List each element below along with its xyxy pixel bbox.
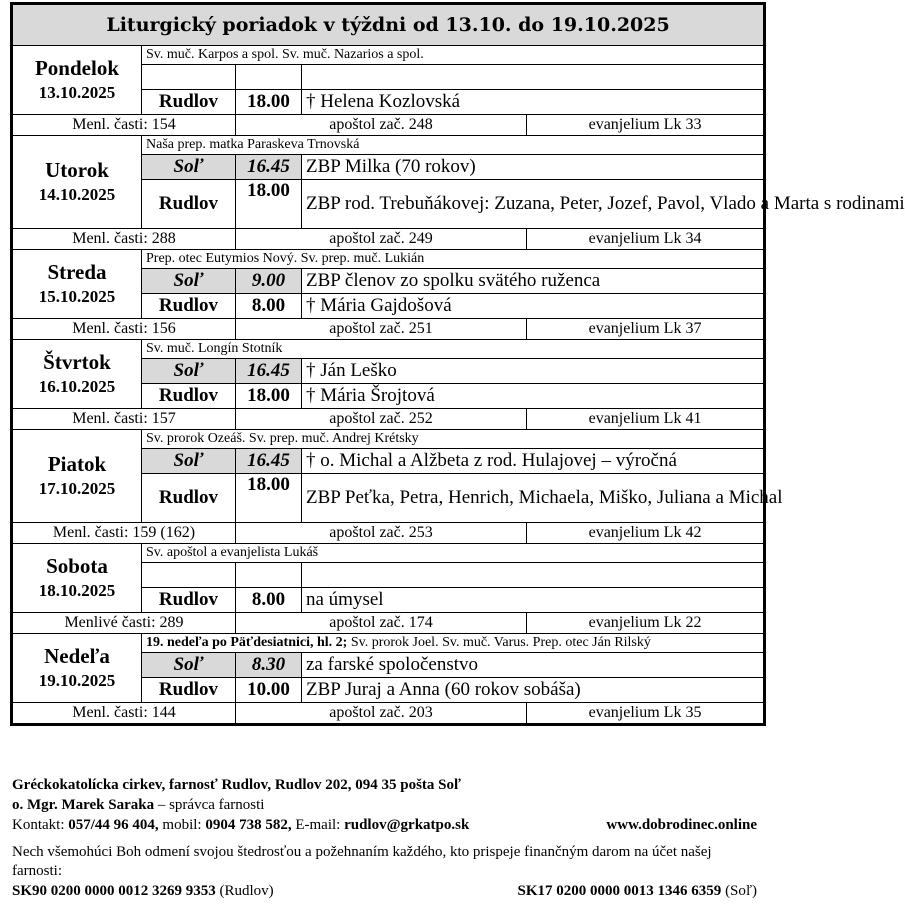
day-name: Nedeľa — [44, 644, 110, 668]
day-feast-row — [12, 46, 765, 65]
evanjelium-reading: evanjelium Lk 42 — [527, 523, 765, 544]
menlive-casti: Menl. časti: 144 — [12, 703, 236, 725]
account-rudlov-iban: SK90 0200 0000 0012 3269 9353 — [12, 883, 216, 899]
feast-text: Sv. prorok Ozeáš. Sv. prep. muč. Andrej Krétsky — [146, 431, 419, 446]
day-name: Streda — [47, 260, 107, 284]
mass-place: Rudlov — [142, 294, 236, 319]
evanjelium-reading: evanjelium Lk 37 — [527, 319, 765, 340]
mass-place: Rudlov — [142, 384, 236, 409]
mobile-number[interactable]: 0904 738 582, — [205, 817, 292, 833]
account-sol — [518, 881, 757, 901]
website-link[interactable]: www.dobrodinec.online — [606, 817, 757, 833]
mass-time: 8.00 — [236, 588, 302, 613]
day-feast-row — [12, 250, 765, 269]
apostol-reading: apoštol zač. 249 — [236, 229, 527, 250]
feast-of-day — [142, 46, 765, 65]
day-label-cell — [12, 46, 142, 115]
day-feast-row — [12, 634, 765, 653]
day-feast-row — [12, 136, 765, 155]
mass-place: Soľ — [142, 653, 236, 678]
apostol-reading: apoštol zač. 203 — [236, 703, 527, 725]
feast-text: Sv. muč. Karpos a spol. Sv. muč. Nazarios a spol. — [146, 47, 424, 62]
mass-intention: ZBP rod. Trebuňákovej: Zuzana, Peter, Jozef, Pavol, Vlado a Marta s rodinami — [302, 180, 765, 229]
contact-info — [12, 815, 469, 835]
mass-intention: na úmysel — [302, 588, 765, 613]
readings-row — [12, 409, 765, 430]
mass-intention: † Mária Šrojtová — [302, 384, 765, 409]
day-date: 15.10.2025 — [38, 287, 116, 306]
mass-place: Soľ — [142, 269, 236, 294]
day-name: Sobota — [46, 554, 108, 578]
day-label-cell — [12, 544, 142, 613]
mass-intention: za farské spoločenstvo — [302, 653, 765, 678]
day-label-cell — [12, 136, 142, 229]
liturgical-schedule-table — [10, 2, 905, 726]
mass-time: 8.30 — [236, 653, 302, 678]
mass-place: Rudlov — [142, 90, 236, 115]
readings-row — [12, 319, 765, 340]
menlive-casti: Menl. časti: 288 — [12, 229, 236, 250]
parish-address: Gréckokatolícka cirkev, farnosť Rudlov, Rudlov 202, 094 35 pošta Soľ — [12, 777, 462, 793]
priest-line — [12, 795, 757, 815]
menlive-casti: Menlivé časti: 289 — [12, 613, 236, 634]
day-label-cell — [12, 250, 142, 319]
parish-footer — [12, 775, 757, 901]
evanjelium-reading: evanjelium Lk 33 — [527, 115, 765, 136]
feast-of-day — [142, 544, 765, 563]
day-date: 14.10.2025 — [38, 185, 116, 204]
account-rudlov — [12, 881, 274, 901]
mass-place — [142, 563, 236, 588]
day-date: 19.10.2025 — [38, 671, 116, 690]
mass-intention: † Mária Gajdošová — [302, 294, 765, 319]
mass-place: Soľ — [142, 359, 236, 384]
bank-accounts — [12, 881, 757, 901]
day-label-cell — [12, 430, 142, 523]
mass-intention — [302, 65, 765, 90]
mass-place: Soľ — [142, 449, 236, 474]
day-name: Piatok — [47, 452, 107, 476]
menlive-casti: Menl. časti: 159 (162) — [12, 523, 236, 544]
apostol-reading: apoštol zač. 251 — [236, 319, 527, 340]
mass-time: 16.45 — [236, 449, 302, 474]
evanjelium-reading: evanjelium Lk 41 — [527, 409, 765, 430]
apostol-reading: apoštol zač. 248 — [236, 115, 527, 136]
mass-intention: † Helena Kozlovská — [302, 90, 765, 115]
mass-place — [142, 65, 236, 90]
mass-time: 16.45 — [236, 155, 302, 180]
contact-line — [12, 815, 757, 835]
apostol-reading: apoštol zač. 252 — [236, 409, 527, 430]
priest-name: o. Mgr. Marek Saraka — [12, 797, 155, 813]
donation-text: Nech všemohúci Boh odmení svojou štedrosťou a požehnaním každého, kto prispeje finančným darom na účet našej farnosti: — [12, 844, 712, 879]
mobile-label: mobil: — [158, 817, 206, 833]
mass-time: 9.00 — [236, 269, 302, 294]
feast-bold: 19. nedeľa po Päťdesiatnici, hl. 2; — [146, 635, 348, 650]
feast-text: Sv. muč. Longín Stotník — [146, 341, 283, 356]
mass-time: 8.00 — [236, 294, 302, 319]
mass-intention — [302, 563, 765, 588]
day-name: Utorok — [45, 158, 109, 182]
schedule-title: Liturgický poriadok v týždni od 13.10. do 19.10.2025 — [12, 4, 765, 46]
feast-of-day — [142, 430, 765, 449]
schedule-sheet — [10, 2, 905, 726]
feast-of-day — [142, 634, 765, 653]
mass-place: Rudlov — [142, 180, 236, 229]
evanjelium-reading: evanjelium Lk 34 — [527, 229, 765, 250]
evanjelium-reading: evanjelium Lk 35 — [527, 703, 765, 725]
feast-of-day — [142, 340, 765, 359]
readings-row — [12, 229, 765, 250]
apostol-reading: apoštol zač. 253 — [236, 523, 527, 544]
mass-place: Rudlov — [142, 474, 236, 523]
mass-time — [236, 563, 302, 588]
day-feast-row — [12, 544, 765, 563]
feast-text: Prep. otec Eutymios Nový. Sv. prep. muč. Lukián — [146, 251, 425, 266]
day-label-cell — [12, 634, 142, 703]
readings-row — [12, 115, 765, 136]
mass-time — [236, 65, 302, 90]
mass-place: Rudlov — [142, 678, 236, 703]
feast-of-day — [142, 250, 765, 269]
mass-time: 18.00 — [236, 474, 302, 523]
day-label-cell — [12, 340, 142, 409]
evanjelium-reading: evanjelium Lk 22 — [527, 613, 765, 634]
phone-number[interactable]: 057/44 96 404, — [68, 817, 159, 833]
day-name: Pondelok — [34, 56, 120, 80]
feast-text: Naša prep. matka Paraskeva Trnovská — [146, 137, 360, 152]
mass-intention: ZBP Juraj a Anna (60 rokov sobáša) — [302, 678, 765, 703]
email-label: E-mail: — [291, 817, 345, 833]
day-date: 16.10.2025 — [38, 377, 116, 396]
day-feast-row — [12, 430, 765, 449]
mass-time: 10.00 — [236, 678, 302, 703]
apostol-reading: apoštol zač. 174 — [236, 613, 527, 634]
menlive-casti: Menl. časti: 154 — [12, 115, 236, 136]
feast-of-day — [142, 136, 765, 155]
mass-intention: † Ján Leško — [302, 359, 765, 384]
mass-place: Rudlov — [142, 588, 236, 613]
menlive-casti: Menl. časti: 156 — [12, 319, 236, 340]
menlive-casti: Menl. časti: 157 — [12, 409, 236, 430]
title-row — [12, 4, 765, 46]
mass-intention: ZBP Milka (70 rokov) — [302, 155, 765, 180]
feast-text: Sv. prorok Joel. Sv. muč. Varus. Prep. otec Ján Rilský — [347, 635, 651, 650]
mass-intention: ZBP Peťka, Petra, Henrich, Michaela, Miško, Juliana a Michal — [302, 474, 765, 523]
readings-row — [12, 613, 765, 634]
day-date: 17.10.2025 — [38, 479, 116, 498]
priest-role: – správca farnosti — [154, 797, 265, 813]
readings-row — [12, 523, 765, 544]
readings-row — [12, 703, 765, 725]
day-name: Štvrtok — [43, 350, 111, 374]
mass-time: 18.00 — [236, 90, 302, 115]
feast-text: Sv. apoštol a evanjelista Lukáš — [146, 545, 319, 560]
mass-time: 18.00 — [236, 384, 302, 409]
account-sol-iban: SK17 0200 0000 0013 1346 6359 — [517, 883, 722, 899]
contact-label: Kontakt: — [12, 817, 69, 833]
mass-intention: ZBP členov zo spolku svätého ruženca — [302, 269, 765, 294]
mass-time: 16.45 — [236, 359, 302, 384]
mass-place: Soľ — [142, 155, 236, 180]
day-feast-row — [12, 340, 765, 359]
mass-intention: † o. Michal a Alžbeta z rod. Hulajovej – výročná — [302, 449, 765, 474]
account-sol-label: (Soľ) — [721, 883, 757, 899]
email-link[interactable]: rudlov@grkatpo.sk — [344, 817, 470, 833]
account-rudlov-label: (Rudlov) — [215, 883, 274, 899]
day-date: 18.10.2025 — [38, 581, 116, 600]
day-date: 13.10.2025 — [38, 83, 116, 102]
mass-time: 18.00 — [236, 180, 302, 229]
